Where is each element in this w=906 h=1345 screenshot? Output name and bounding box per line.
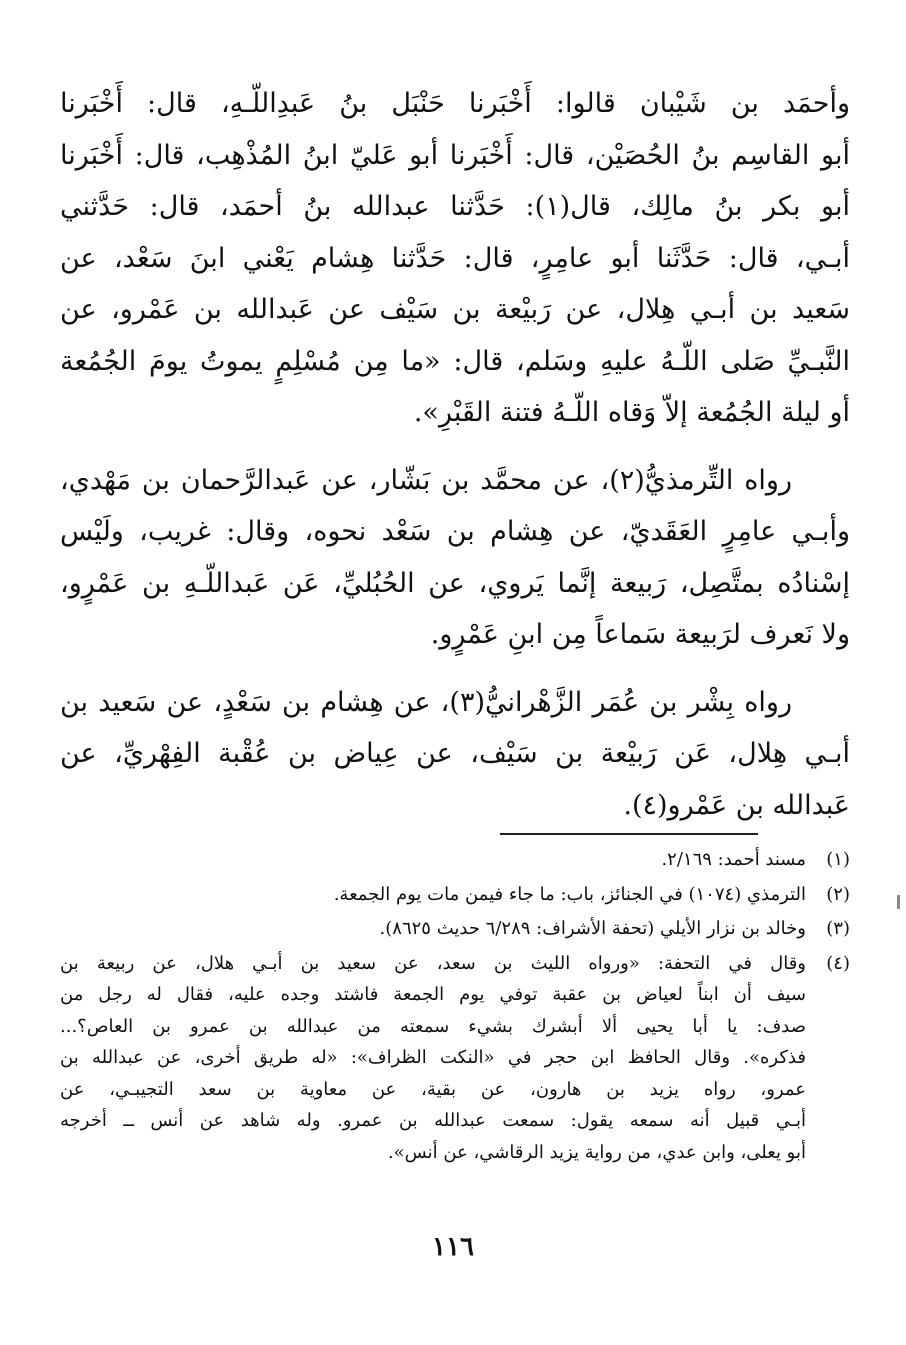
footnote-line: أبـي قبيل أنه سمعه يقول: سمعت عبدالله بن عمرو. وله شاهد عن أنس ــ أخرجه bbox=[60, 1110, 806, 1131]
footnote-line: وخالد بن نزار الأيلي (تحفة الأشراف: ٦/٢٨٩ حديث ٨٦٢٥). bbox=[379, 918, 806, 939]
page-number: ١١٦ bbox=[432, 1232, 474, 1262]
text-line: عَبدالله بن عَمْرو(٤). bbox=[623, 789, 850, 821]
text-line: أبو القاسِم بنُ الحُصَيْن، قال: أَخْبَرنا أبو عَليّ ابنُ المُذْهِب، قال: أَخْبَرنا bbox=[60, 139, 850, 171]
text-line: رواه التِّرمذيُّ(٢)، عن محمَّد بن بَشّار، عن عَبدالرَّحمان بن مَهْدي، bbox=[60, 464, 792, 496]
text-line: سَعيد بن أبـي هِلال، عن رَبيْعة بن سَيْف عن عَبدالله بن عَمْرو، عن bbox=[60, 294, 850, 325]
footnote-body bbox=[60, 844, 806, 876]
text-line: النَّبـيِّ صَلى اللّـهُ عليهِ وسَلم، قال: «ما مِن مُسْلِمٍ يموتُ يومَ الجُمُعة bbox=[60, 345, 850, 377]
text-line: أبو بكر بنُ مالِك، قال(١): حَدَّثنا عبدالله بنُ أحمَد، قال: حَدَّثني bbox=[60, 191, 850, 222]
text-line: ولا نَعرف لرَبيعة سَماعاً مِن ابنِ عَمْرٍو. bbox=[430, 619, 850, 650]
footnote-body bbox=[60, 948, 806, 1169]
text-line: رواه بِشْر بن عُمَر الزَّهْرانيُّ(٣)، عن هِشام بن سَعْدٍ، عن سَعيد بن bbox=[60, 686, 793, 718]
text-line: أبـي، قال: حَدَّثَنا أبو عامِرٍ، قال: حَدَّثنا هِشام يَعْني ابنَ سَعْد، عن bbox=[60, 242, 850, 274]
footnote-number: (٤) bbox=[826, 952, 850, 974]
footnote-4 bbox=[60, 948, 850, 1169]
footnote-line: فذكره». وقال الحافظ ابن حجر في «النكت الظراف»: «له طريق أخرى، عن عبدالله بن bbox=[60, 1047, 806, 1068]
footnote-body bbox=[60, 879, 806, 911]
footnote-3 bbox=[60, 913, 850, 945]
footnote-line: وقال في التحفة: «ورواه الليث بن سعد، عن سعيد بن أبـي هلال، عن ربيعة بن bbox=[60, 952, 806, 974]
footnote-line: الترمذي (١٠٧٤) في الجنائز، باب: ما جاء فيمن مات يوم الجمعة. bbox=[333, 883, 806, 905]
footnote-1 bbox=[60, 844, 850, 876]
footnote-number: (٢) bbox=[826, 883, 850, 905]
text-line: أبـي هِلال، عَن رَبيْعة بن سَيْف، عن عِياض بن عُقْبة الفِهْريِّ، عن bbox=[60, 738, 850, 769]
footnotes bbox=[60, 844, 850, 1171]
paragraph-isnad bbox=[60, 78, 850, 439]
text-line: أو ليلة الجُمُعة إلاّ وَقاه اللّـهُ فتنة القَبْرِ». bbox=[413, 397, 850, 428]
footnote-line: صدف: يا أبا يحيى ألا أبشرك بشيء سمعته من عبدالله بن عمرو بن العاص؟... bbox=[60, 1015, 806, 1037]
footnote-line: سيف أن ابناً لعياض بن عقبة توفي يوم الجمعة فاشتد وجده عليه، فقال له رجل من bbox=[60, 984, 806, 1005]
footnote-2 bbox=[60, 879, 850, 911]
footnote-line: عمرو، رواه يزيد بن هارون، عن بقية، عن معاوية بن سعد التجيبـي، عن bbox=[60, 1078, 806, 1100]
footnote-number: (١) bbox=[826, 849, 850, 870]
scan-speck bbox=[897, 895, 900, 909]
footnote-divider bbox=[500, 833, 758, 835]
footnote-body bbox=[60, 913, 806, 945]
text-line: إسْنادُه بمتَّصِل، رَبيعة إنَّما يَروي، عن الحُبُليِّ، عَن عَبداللّـهِ بن عَمْرٍو، bbox=[60, 567, 850, 599]
paragraph-zahrani bbox=[60, 677, 850, 832]
text-line: وأحمَد بن شَيْبان قالوا: أَخْبَرنا حَنْبَل بنُ عَبدِاللّـهِ، قال: أَخْبَرنا bbox=[60, 88, 850, 119]
paragraph-tirmidhi bbox=[60, 455, 850, 661]
footnote-number: (٣) bbox=[826, 918, 850, 939]
footnote-line: أبو يعلى، وابن عدي، من رواية يزيد الرقاشي، عن أنس». bbox=[387, 1141, 806, 1163]
footnote-line: مسند أحمد: ٢/١٦٩. bbox=[661, 849, 806, 870]
text-line: وأبـي عامِرٍ العَقَديّ، عن هِشام بن سَعْد نحوه، وقال: غريب، ولَيْس bbox=[60, 516, 850, 547]
main-text bbox=[60, 78, 850, 847]
